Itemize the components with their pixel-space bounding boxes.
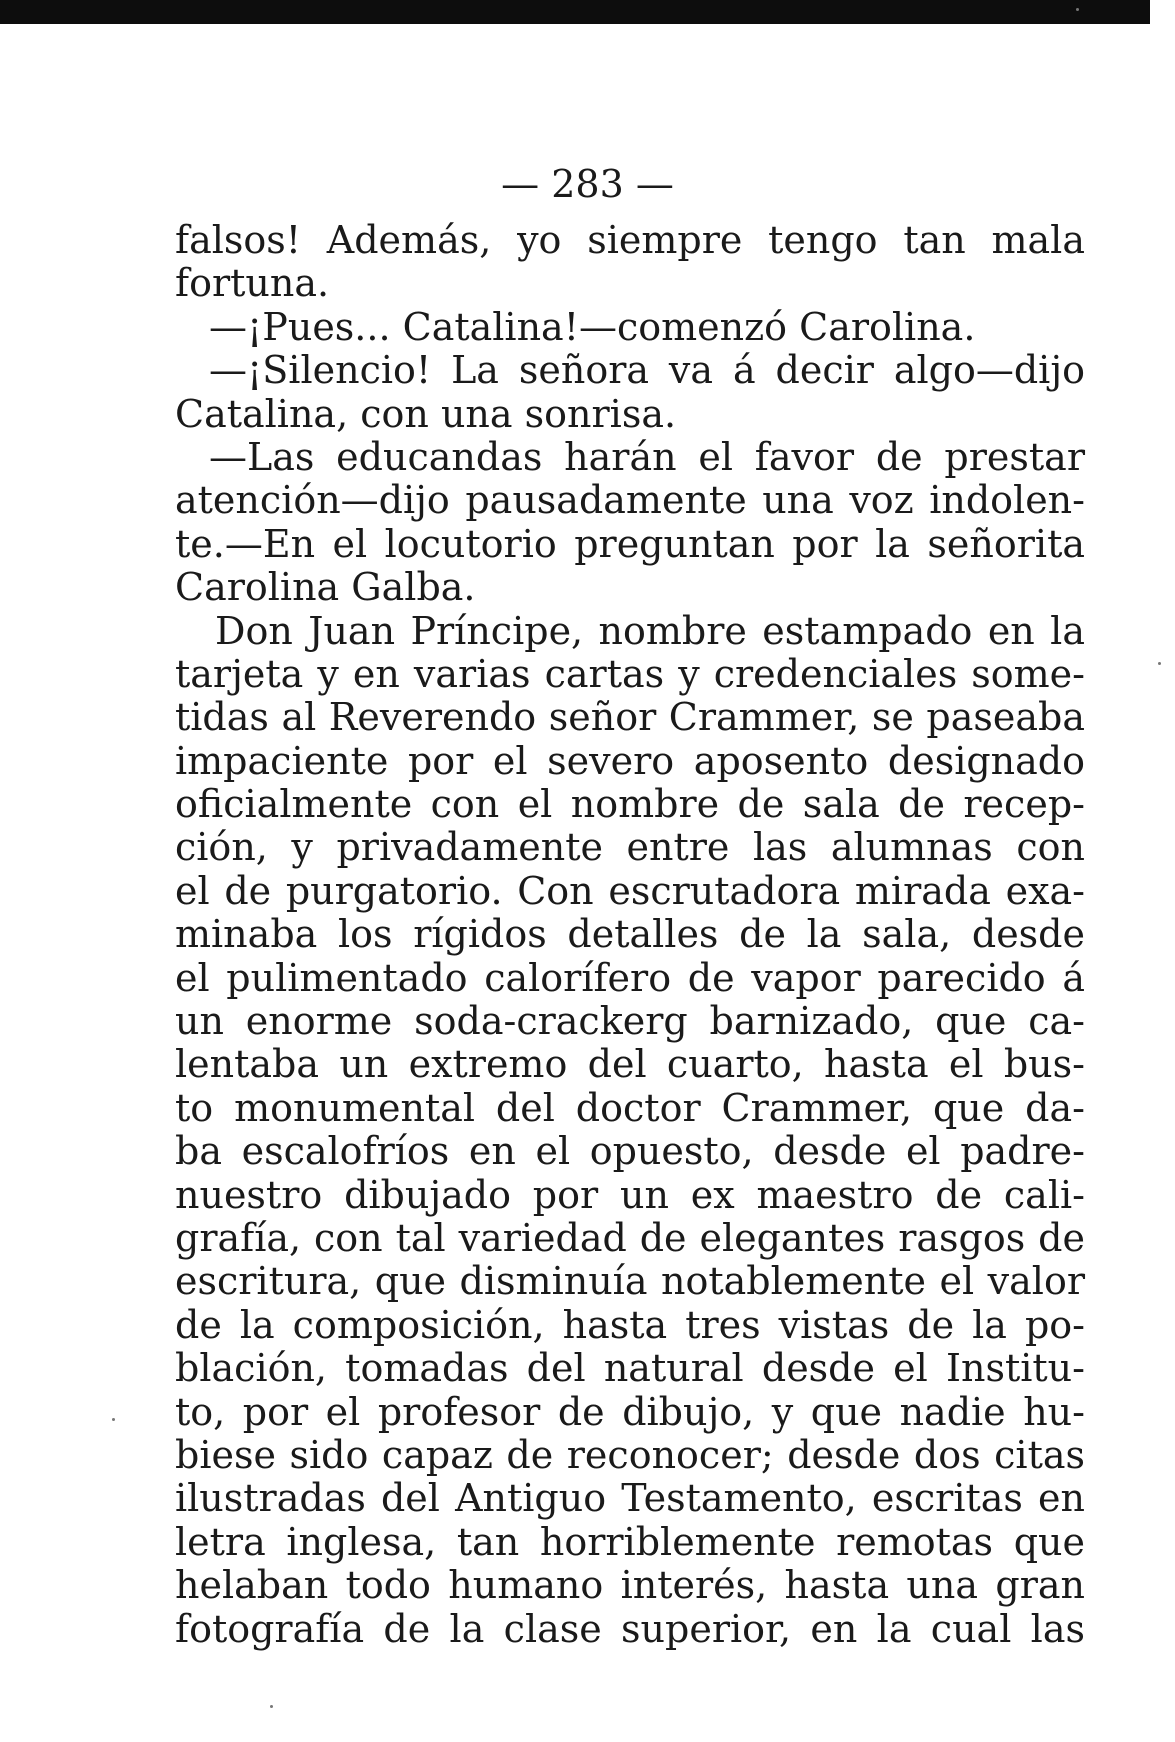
- text-line: te.—En el locutorio preguntan por la señorita: [175, 521, 1085, 566]
- text-line: to monumental del doctor Crammer, que da-: [175, 1085, 1085, 1130]
- text-line: —¡Pues... Catalina!—comenzó Carolina.: [209, 304, 976, 349]
- text-line: Don Juan Príncipe, nombre estampado en la: [215, 608, 1085, 653]
- text-line: el de purgatorio. Con escrutadora mirada exa-: [175, 868, 1085, 913]
- text-line: impaciente por el severo aposento designado: [175, 738, 1085, 783]
- text-line: Carolina Galba.: [175, 565, 476, 610]
- speck: [1076, 8, 1079, 11]
- text-line: falsos! Además, yo siempre tengo tan mala: [175, 218, 1085, 262]
- text-line: minaba los rígidos detalles de la sala, desde: [175, 912, 1085, 957]
- text-line: de la composición, hasta tres vistas de la po-: [175, 1302, 1085, 1347]
- text-line: ilustradas del Antiguo Testamento, escritas en: [175, 1476, 1085, 1521]
- text-line: lentaba un extremo del cuarto, hasta el bus-: [175, 1042, 1085, 1087]
- page-number: — 283 —: [501, 162, 674, 206]
- text-line: ción, y privadamente entre las alumnas con: [175, 825, 1085, 870]
- text-line: un enorme soda-crackerg barnizado, que ca-: [175, 999, 1085, 1044]
- text-line: Catalina, con una sonrisa.: [175, 391, 677, 436]
- text-line: blación, tomadas del natural desde el Institu-: [175, 1346, 1085, 1391]
- text-line: nuestro dibujado por un ex maestro de cali-: [175, 1172, 1085, 1217]
- text-line: atención—dijo pausadamente una voz indolen-: [175, 478, 1085, 523]
- text-line: —¡Silencio! La señora va á decir algo—dijo: [209, 348, 1085, 393]
- text-line: el pulimentado calorífero de vapor parecido á: [175, 955, 1085, 1000]
- text-line: tarjeta y en varias cartas y credenciales some-: [175, 651, 1085, 696]
- text-line: biese sido capaz de reconocer; desde dos citas: [175, 1432, 1085, 1477]
- text-line: oficialmente con el nombre de sala de recep-: [175, 782, 1085, 827]
- speck: [270, 1705, 273, 1708]
- top-border-rule: [0, 0, 1150, 24]
- body-text: [175, 219, 1085, 1651]
- text-line: fotografía de la clase superior, en la cual las: [175, 1606, 1085, 1651]
- text-line: ba escalofríos en el opuesto, desde el padre-: [175, 1129, 1085, 1174]
- speck: [112, 1418, 115, 1421]
- text-line: grafía, con tal variedad de elegantes rasgos de: [175, 1215, 1085, 1260]
- text-line: escritura, que disminuía notablemente el valor: [175, 1259, 1085, 1304]
- text-line: —Las educandas harán el favor de prestar: [209, 434, 1085, 479]
- text-line: to, por el profesor de dibujo, y que nadie hu-: [175, 1389, 1085, 1434]
- text-line: helaban todo humano interés, hasta una gran: [175, 1563, 1085, 1608]
- speck: [1158, 662, 1161, 665]
- text-line: tidas al Reverendo señor Crammer, se paseaba: [175, 695, 1085, 740]
- text-line: letra inglesa, tan horriblemente remotas que: [175, 1519, 1085, 1564]
- text-line: fortuna.: [175, 261, 330, 306]
